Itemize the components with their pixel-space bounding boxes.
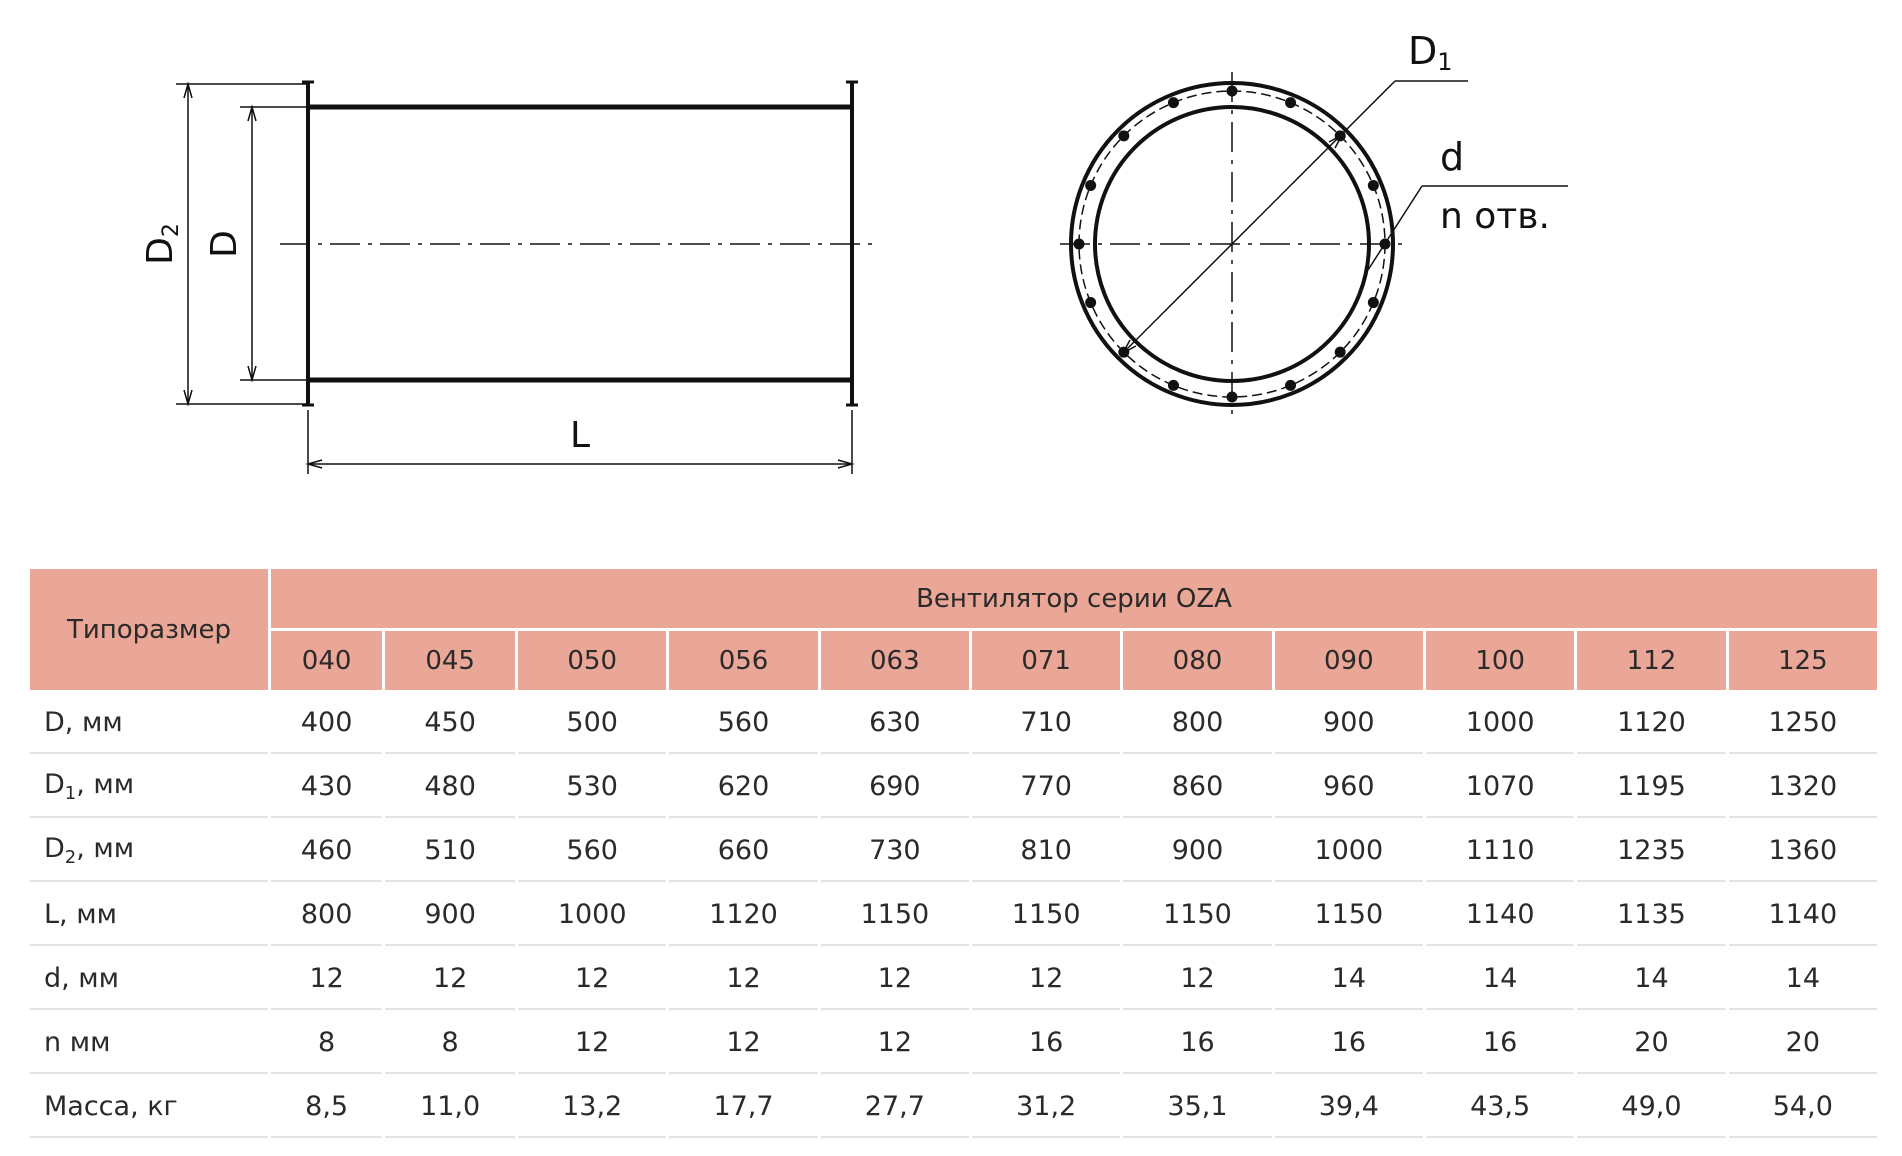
table-cell: 900 bbox=[1275, 693, 1423, 754]
size-header-cell: 050 bbox=[518, 631, 666, 690]
bolt-hole bbox=[1380, 239, 1391, 250]
table-corner-header: Типоразмер bbox=[30, 569, 268, 690]
table-cell: 16 bbox=[1275, 1013, 1423, 1074]
row-label-subscript: 1 bbox=[64, 783, 77, 804]
bolt-hole bbox=[1368, 180, 1379, 191]
size-header-row bbox=[30, 631, 1877, 690]
size-header-cell: 125 bbox=[1729, 631, 1877, 690]
technical-drawing bbox=[0, 0, 1902, 520]
table-row bbox=[30, 949, 1877, 1010]
size-header-cell: 071 bbox=[972, 631, 1120, 690]
table-cell: 1135 bbox=[1577, 885, 1725, 946]
table-cell: 800 bbox=[271, 885, 382, 946]
dim-label-hole-d: d bbox=[1440, 135, 1465, 179]
table-cell: 770 bbox=[972, 757, 1120, 818]
size-header-cell: 056 bbox=[669, 631, 817, 690]
table-cell: 1140 bbox=[1426, 885, 1574, 946]
row-label: n мм bbox=[30, 1013, 268, 1074]
fan-dimensions-table bbox=[27, 566, 1880, 1141]
table-cell: 17,7 bbox=[669, 1077, 817, 1138]
bolt-hole bbox=[1168, 380, 1179, 391]
table-cell: 14 bbox=[1729, 949, 1877, 1010]
table-cell: 12 bbox=[821, 949, 969, 1010]
table-cell: 900 bbox=[1123, 821, 1271, 882]
table-cell: 14 bbox=[1577, 949, 1725, 1010]
table-cell: 8,5 bbox=[271, 1077, 382, 1138]
table-cell: 54,0 bbox=[1729, 1077, 1877, 1138]
table-cell: 12 bbox=[271, 949, 382, 1010]
table-cell: 1150 bbox=[1123, 885, 1271, 946]
table-cell: 1070 bbox=[1426, 757, 1574, 818]
bolt-hole bbox=[1085, 297, 1096, 308]
row-label: d, мм bbox=[30, 949, 268, 1010]
table-row bbox=[30, 757, 1877, 818]
table-cell: 430 bbox=[271, 757, 382, 818]
table-cell: 12 bbox=[1123, 949, 1271, 1010]
table-cell: 460 bbox=[271, 821, 382, 882]
table-cell: 12 bbox=[821, 1013, 969, 1074]
table-cell: 620 bbox=[669, 757, 817, 818]
table-cell: 1000 bbox=[1426, 693, 1574, 754]
table-cell: 16 bbox=[1426, 1013, 1574, 1074]
table-cell: 1195 bbox=[1577, 757, 1725, 818]
table-cell: 1150 bbox=[972, 885, 1120, 946]
table-cell: 860 bbox=[1123, 757, 1271, 818]
table-cell: 1150 bbox=[1275, 885, 1423, 946]
size-header-cell: 040 bbox=[271, 631, 382, 690]
bolt-hole bbox=[1285, 380, 1296, 391]
table-cell: 8 bbox=[271, 1013, 382, 1074]
table-cell: 710 bbox=[972, 693, 1120, 754]
table-cell: 35,1 bbox=[1123, 1077, 1271, 1138]
size-header-cell: 045 bbox=[385, 631, 515, 690]
row-label: Масса, кг bbox=[30, 1077, 268, 1138]
table-cell: 900 bbox=[385, 885, 515, 946]
table-cell: 12 bbox=[518, 949, 666, 1010]
size-header-cell: 100 bbox=[1426, 631, 1574, 690]
dim-label-l: L bbox=[569, 415, 591, 456]
row-label-unit: , мм bbox=[76, 769, 135, 800]
size-header-cell: 080 bbox=[1123, 631, 1271, 690]
table-cell: 11,0 bbox=[385, 1077, 515, 1138]
dim-label-d2: D2 bbox=[140, 223, 184, 265]
size-header-cell: 063 bbox=[821, 631, 969, 690]
bolt-hole bbox=[1227, 86, 1238, 97]
side-view-drawing bbox=[176, 82, 880, 474]
table-cell: 560 bbox=[518, 821, 666, 882]
table-cell: 1120 bbox=[1577, 693, 1725, 754]
dim-label-d: D bbox=[204, 230, 245, 258]
table-row bbox=[30, 693, 1877, 754]
bolt-hole bbox=[1368, 297, 1379, 308]
table-cell: 560 bbox=[669, 693, 817, 754]
table-cell: 43,5 bbox=[1426, 1077, 1574, 1138]
table-cell: 27,7 bbox=[821, 1077, 969, 1138]
front-view-drawing bbox=[1060, 72, 1568, 416]
bolt-hole bbox=[1118, 347, 1129, 358]
table-cell: 20 bbox=[1577, 1013, 1725, 1074]
bolt-hole bbox=[1118, 130, 1129, 141]
bolt-hole bbox=[1335, 130, 1346, 141]
table-cell: 480 bbox=[385, 757, 515, 818]
table-cell: 8 bbox=[385, 1013, 515, 1074]
table-cell: 12 bbox=[669, 1013, 817, 1074]
table-cell: 1250 bbox=[1729, 693, 1877, 754]
table-cell: 510 bbox=[385, 821, 515, 882]
table-row bbox=[30, 885, 1877, 946]
table-cell: 12 bbox=[518, 1013, 666, 1074]
table-cell: 400 bbox=[271, 693, 382, 754]
dim-label-hole-count: n отв. bbox=[1440, 196, 1550, 237]
table-cell: 1000 bbox=[1275, 821, 1423, 882]
bolt-hole bbox=[1335, 347, 1346, 358]
table-cell: 12 bbox=[972, 949, 1120, 1010]
table-cell: 39,4 bbox=[1275, 1077, 1423, 1138]
row-label: L, мм bbox=[30, 885, 268, 946]
row-label: D, мм bbox=[30, 693, 268, 754]
table-cell: 12 bbox=[669, 949, 817, 1010]
row-label bbox=[30, 821, 268, 882]
size-header-cell: 090 bbox=[1275, 631, 1423, 690]
bolt-hole bbox=[1285, 97, 1296, 108]
bolt-hole bbox=[1074, 239, 1085, 250]
table-cell: 810 bbox=[972, 821, 1120, 882]
table-cell: 1235 bbox=[1577, 821, 1725, 882]
bolt-hole bbox=[1085, 180, 1096, 191]
table-cell: 16 bbox=[972, 1013, 1120, 1074]
table-cell: 14 bbox=[1275, 949, 1423, 1010]
table-cell: 1320 bbox=[1729, 757, 1877, 818]
table-cell: 1120 bbox=[669, 885, 817, 946]
table-row bbox=[30, 1077, 1877, 1138]
table-cell: 1360 bbox=[1729, 821, 1877, 882]
row-label-subscript: 2 bbox=[64, 847, 77, 868]
table-cell: 1000 bbox=[518, 885, 666, 946]
row-label-main: D bbox=[44, 769, 65, 800]
table-cell: 530 bbox=[518, 757, 666, 818]
table-cell: 20 bbox=[1729, 1013, 1877, 1074]
table-cell: 49,0 bbox=[1577, 1077, 1725, 1138]
dim-label-d1: D1 bbox=[1408, 29, 1453, 76]
table-row bbox=[30, 1013, 1877, 1074]
table-cell: 800 bbox=[1123, 693, 1271, 754]
table-cell: 12 bbox=[385, 949, 515, 1010]
table-cell: 660 bbox=[669, 821, 817, 882]
table-cell: 690 bbox=[821, 757, 969, 818]
table-body bbox=[30, 693, 1877, 1138]
table-row bbox=[30, 821, 1877, 882]
row-label bbox=[30, 757, 268, 818]
table-cell: 730 bbox=[821, 821, 969, 882]
table-cell: 630 bbox=[821, 693, 969, 754]
table-cell: 13,2 bbox=[518, 1077, 666, 1138]
table-cell: 960 bbox=[1275, 757, 1423, 818]
table-cell: 14 bbox=[1426, 949, 1574, 1010]
table-cell: 31,2 bbox=[972, 1077, 1120, 1138]
row-label-main: D bbox=[44, 833, 65, 864]
table-cell: 1110 bbox=[1426, 821, 1574, 882]
bolt-hole bbox=[1168, 97, 1179, 108]
table-cell: 16 bbox=[1123, 1013, 1271, 1074]
table-cell: 450 bbox=[385, 693, 515, 754]
bolt-hole bbox=[1227, 392, 1238, 403]
size-header-cell: 112 bbox=[1577, 631, 1725, 690]
table-cell: 1150 bbox=[821, 885, 969, 946]
table-cell: 1140 bbox=[1729, 885, 1877, 946]
table-cell: 500 bbox=[518, 693, 666, 754]
table-group-header: Вентилятор серии OZA bbox=[271, 569, 1877, 628]
row-label-unit: , мм bbox=[76, 833, 135, 864]
